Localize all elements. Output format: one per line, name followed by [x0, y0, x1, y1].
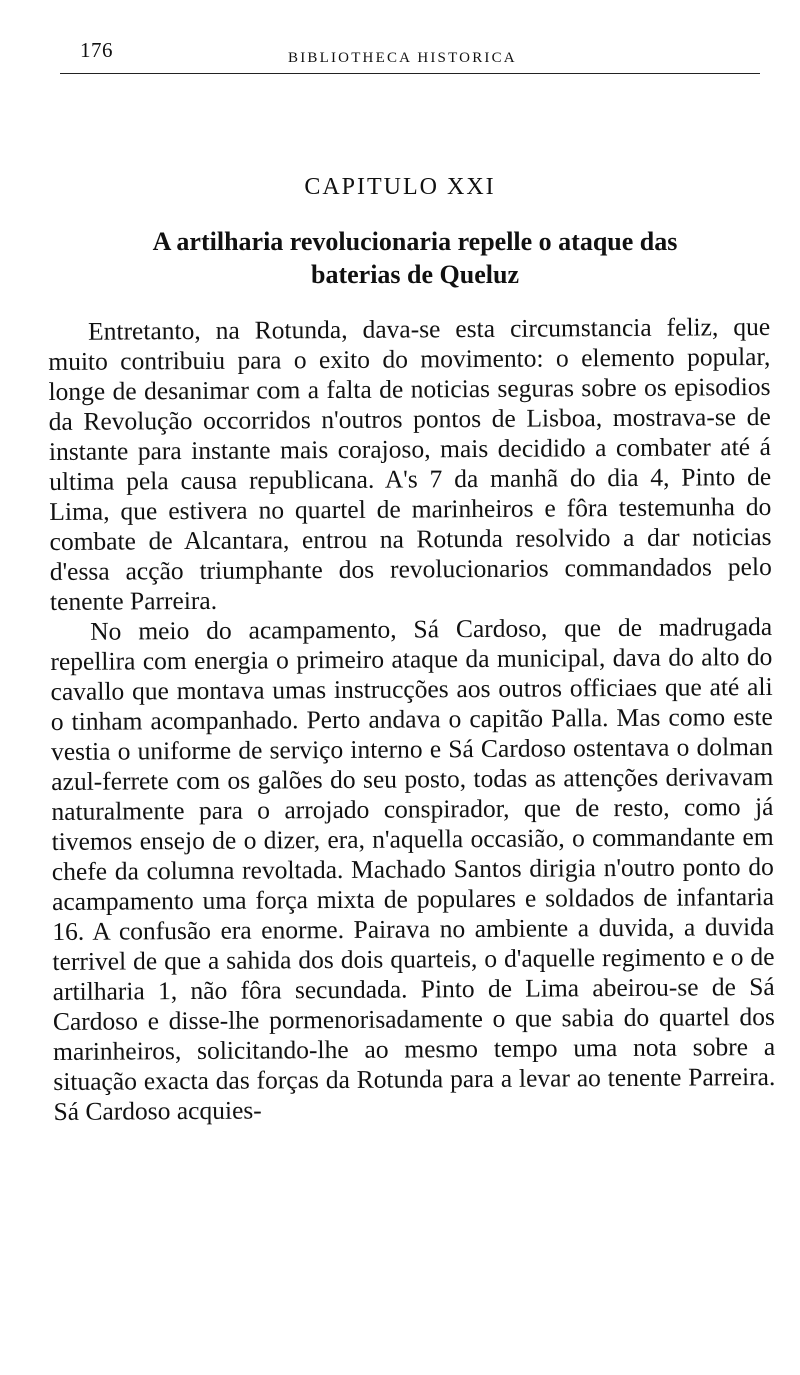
paragraph: Entretanto, na Rotunda, dava-se esta circumstancia feliz, que muito contribuiu para o exito do movimento: o elemento popular, longe de desanimar com a falta de noticias seguras sobre os episodios da Revolução occorridos n'outros pontos de Lisboa, mostrava-se de instante para instante mais corajoso, mais decidido a combater até á ultima pela causa republicana. A's 7 da manhã do dia 4, Pinto de Lima, que estivera no quartel de marinheiros e fôra testemunha do combate de Alcantara, entrou na Rotunda resolvido a dar noticias d'essa acção triumphante dos revolucionarios commandados pelo tenente Parreira.	[48, 311, 772, 616]
body-text	[48, 312, 776, 1127]
paragraph: No meio do acampamento, Sá Cardoso, que de madrugada repellira com energia o primeiro ataque da municipal, dava do alto do cavallo que montava umas instrucções aos outros officiaes que até ali o tinham acompanhado. Perto andava o capitão Palla. Mas como este vestia o uniforme de serviço interno e Sá Cardoso ostentava o dolman azul-ferrete com os galões do seu posto, todas as attenções derivavam naturalmente para o arrojado conspirador, que de resto, como já tivemos ensejo de o dizer, era, n'aquella occasião, o commandante em chefe da columna revoltada. Machado Santos dirigia n'outro ponto do acampamento uma força mixta de populares e soldados de infantaria 16. A confusão era enorme. Pairava no ambiente a duvida, a duvida terrivel de que a sahida dos dois quarteis, o d'aquelle regimento e o de artilharia 1, não fôra secundada. Pinto de Lima abeirou-se de Sá Cardoso e disse-lhe pormenorisadamente o que sabia do quartel dos marinheiros, solicitando-lhe ao mesmo tempo uma nota sobre a situação exacta das forças da Rotunda para a levar ao tenente Parreira. Sá Cardoso acquies-	[50, 611, 776, 1126]
running-title: BIBLIOTHECA HISTORICA	[288, 50, 517, 66]
page-header	[60, 36, 760, 76]
header-rule	[60, 73, 760, 74]
chapter-title: A artilharia revolucionaria repelle o ataque das baterias de Queluz	[152, 227, 678, 289]
page-number: 176	[80, 38, 113, 62]
chapter-label: CAPITULO XXI	[304, 174, 496, 200]
